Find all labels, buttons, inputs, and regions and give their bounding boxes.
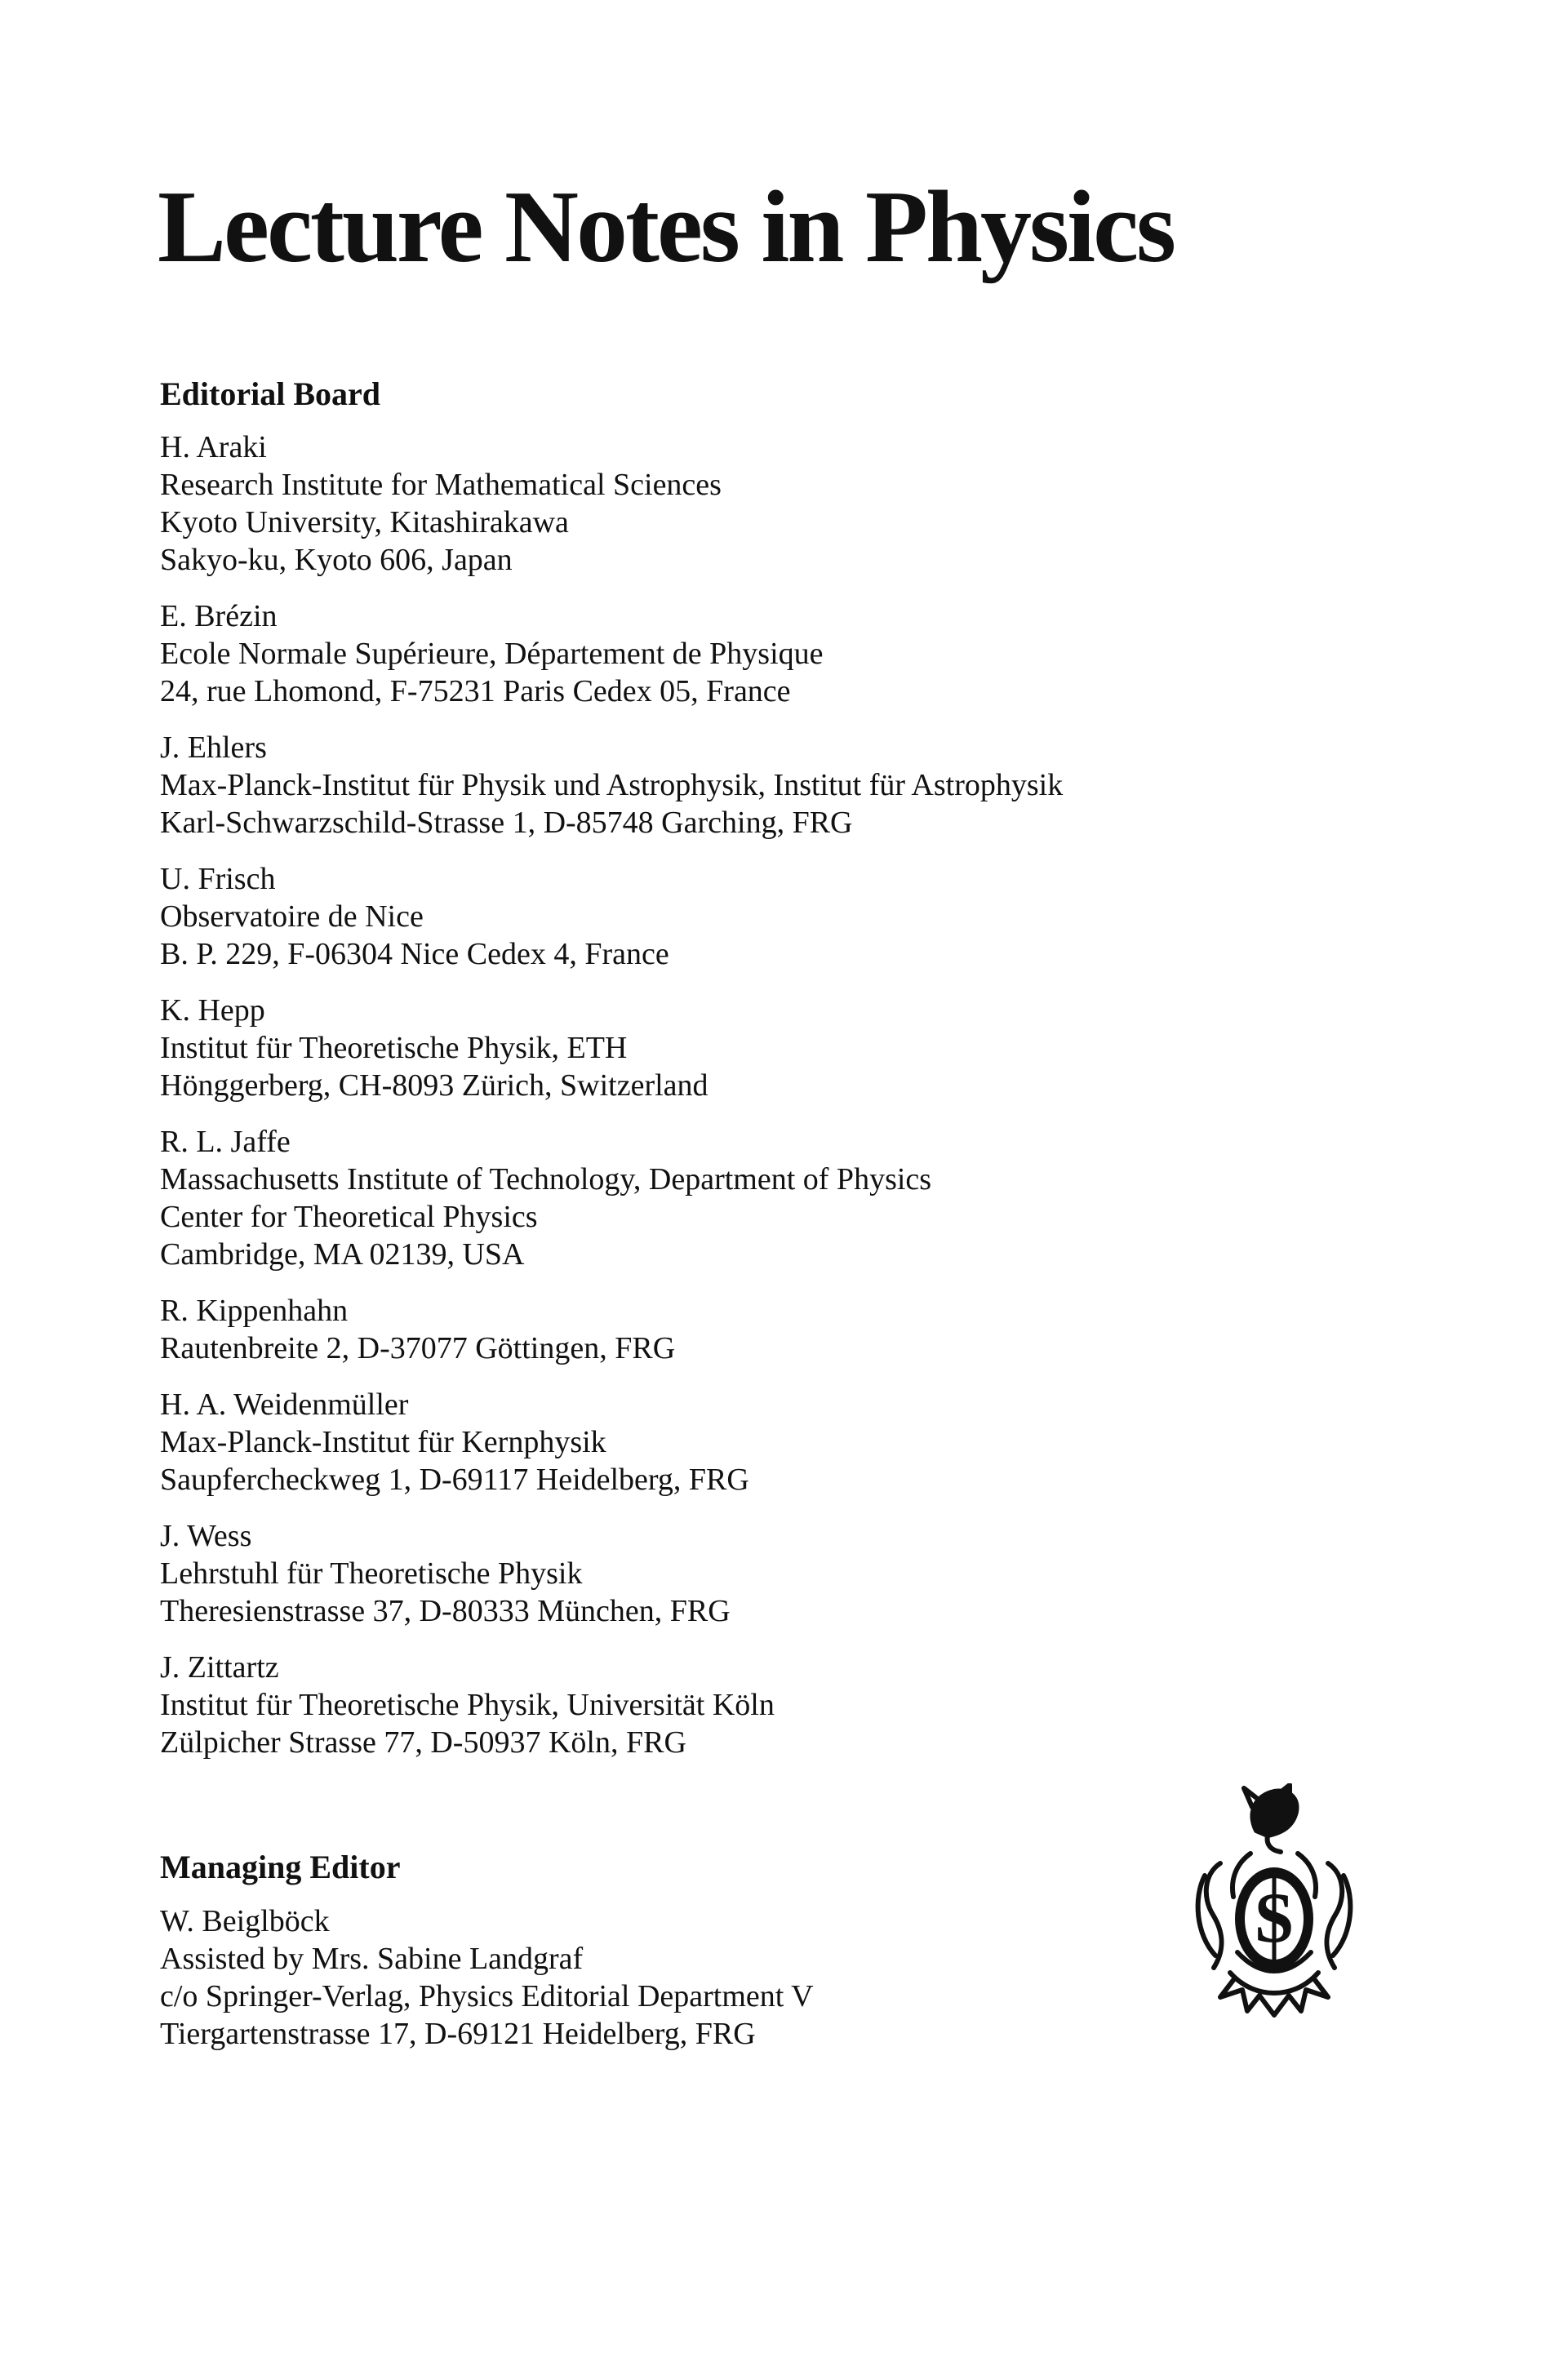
board-member-address-line: Theresienstrasse 37, D-80333 München, FRG — [160, 1594, 731, 1628]
board-member-affiliation-line: Max-Planck-Institut für Kernphysik — [160, 1425, 606, 1459]
managing-editor-heading: Managing Editor — [160, 1849, 401, 1885]
board-member-name: H. A. Weidenmüller — [160, 1387, 409, 1422]
editorial-board-heading: Editorial Board — [160, 375, 381, 412]
springer-knight-logo-icon — [1185, 1783, 1363, 2028]
managing-editor-name: W. Beiglböck — [160, 1904, 330, 1938]
board-member-entry — [160, 1123, 1303, 1273]
managing-editor-assistant: Assisted by Mrs. Sabine Landgraf — [160, 1942, 584, 1976]
board-member-name: R. Kippenhahn — [160, 1294, 349, 1328]
board-member-entry — [160, 1386, 1303, 1498]
board-member-name: H. Araki — [160, 430, 267, 464]
board-member-entry — [160, 597, 1303, 710]
board-member-affiliation-line: Max-Planck-Institut für Physik und Astrophysik, Institut für Astrophysik — [160, 768, 1064, 802]
board-member-entry — [160, 860, 1303, 973]
board-member-affiliation-line: Research Institute for Mathematical Sciences — [160, 468, 722, 502]
board-member-address-line: 24, rue Lhomond, F-75231 Paris Cedex 05, France — [160, 674, 791, 708]
logo-letter: S — [1254, 1879, 1295, 1958]
board-member-address-line: Hönggerberg, CH-8093 Zürich, Switzerland — [160, 1068, 708, 1103]
board-member-name: R. L. Jaffe — [160, 1125, 291, 1159]
board-member-affiliation-line: Ecole Normale Supérieure, Département de Physique — [160, 637, 824, 671]
board-member-affiliation-line: Massachusetts Institute of Technology, Department of Physics — [160, 1162, 932, 1196]
board-member-name: K. Hepp — [160, 993, 265, 1028]
board-member-address-line: Kyoto University, Kitashirakawa — [160, 505, 569, 539]
managing-editor-block — [160, 1902, 1058, 2053]
board-member-name: U. Frisch — [160, 862, 276, 896]
board-member-name: J. Ehlers — [160, 730, 267, 765]
board-member-entry — [160, 428, 1303, 579]
board-member-name: E. Brézin — [160, 599, 278, 633]
board-member-affiliation-line: Institut für Theoretische Physik, Universität Köln — [160, 1688, 775, 1722]
board-member-entry — [160, 729, 1303, 841]
board-member-name: J. Wess — [160, 1519, 252, 1553]
board-member-affiliation-line: Lehrstuhl für Theoretische Physik — [160, 1556, 583, 1591]
board-member-address-line: Cambridge, MA 02139, USA — [160, 1237, 525, 1272]
series-title: Lecture Notes in Physics — [158, 171, 1175, 284]
managing-editor-address: Tiergartenstrasse 17, D-69121 Heidelberg, FRG — [160, 2017, 756, 2051]
board-member-address-line: Karl-Schwarzschild-Strasse 1, D-85748 Garching, FRG — [160, 806, 853, 840]
board-member-address-line: Saupfercheckweg 1, D-69117 Heidelberg, FRG — [160, 1463, 749, 1497]
board-member-address-line: Zülpicher Strasse 77, D-50937 Köln, FRG — [160, 1725, 686, 1760]
board-member-affiliation-line: Center for Theoretical Physics — [160, 1200, 538, 1234]
board-member-affiliation-line: Observatoire de Nice — [160, 899, 424, 934]
managing-editor-department: c/o Springer-Verlag, Physics Editorial Department V — [160, 1979, 814, 2013]
board-member-entry — [160, 1517, 1303, 1630]
board-member-address-line: Sakyo-ku, Kyoto 606, Japan — [160, 543, 513, 577]
board-member-affiliation-line: Institut für Theoretische Physik, ETH — [160, 1031, 628, 1065]
board-member-entry — [160, 1292, 1303, 1367]
board-member-name: J. Zittartz — [160, 1650, 279, 1685]
board-member-address-line: Rautenbreite 2, D-37077 Göttingen, FRG — [160, 1331, 676, 1365]
board-member-address-line: B. P. 229, F-06304 Nice Cedex 4, France — [160, 937, 669, 971]
board-member-entry — [160, 992, 1303, 1104]
editorial-board-list — [160, 428, 1303, 1780]
board-member-entry — [160, 1649, 1303, 1761]
